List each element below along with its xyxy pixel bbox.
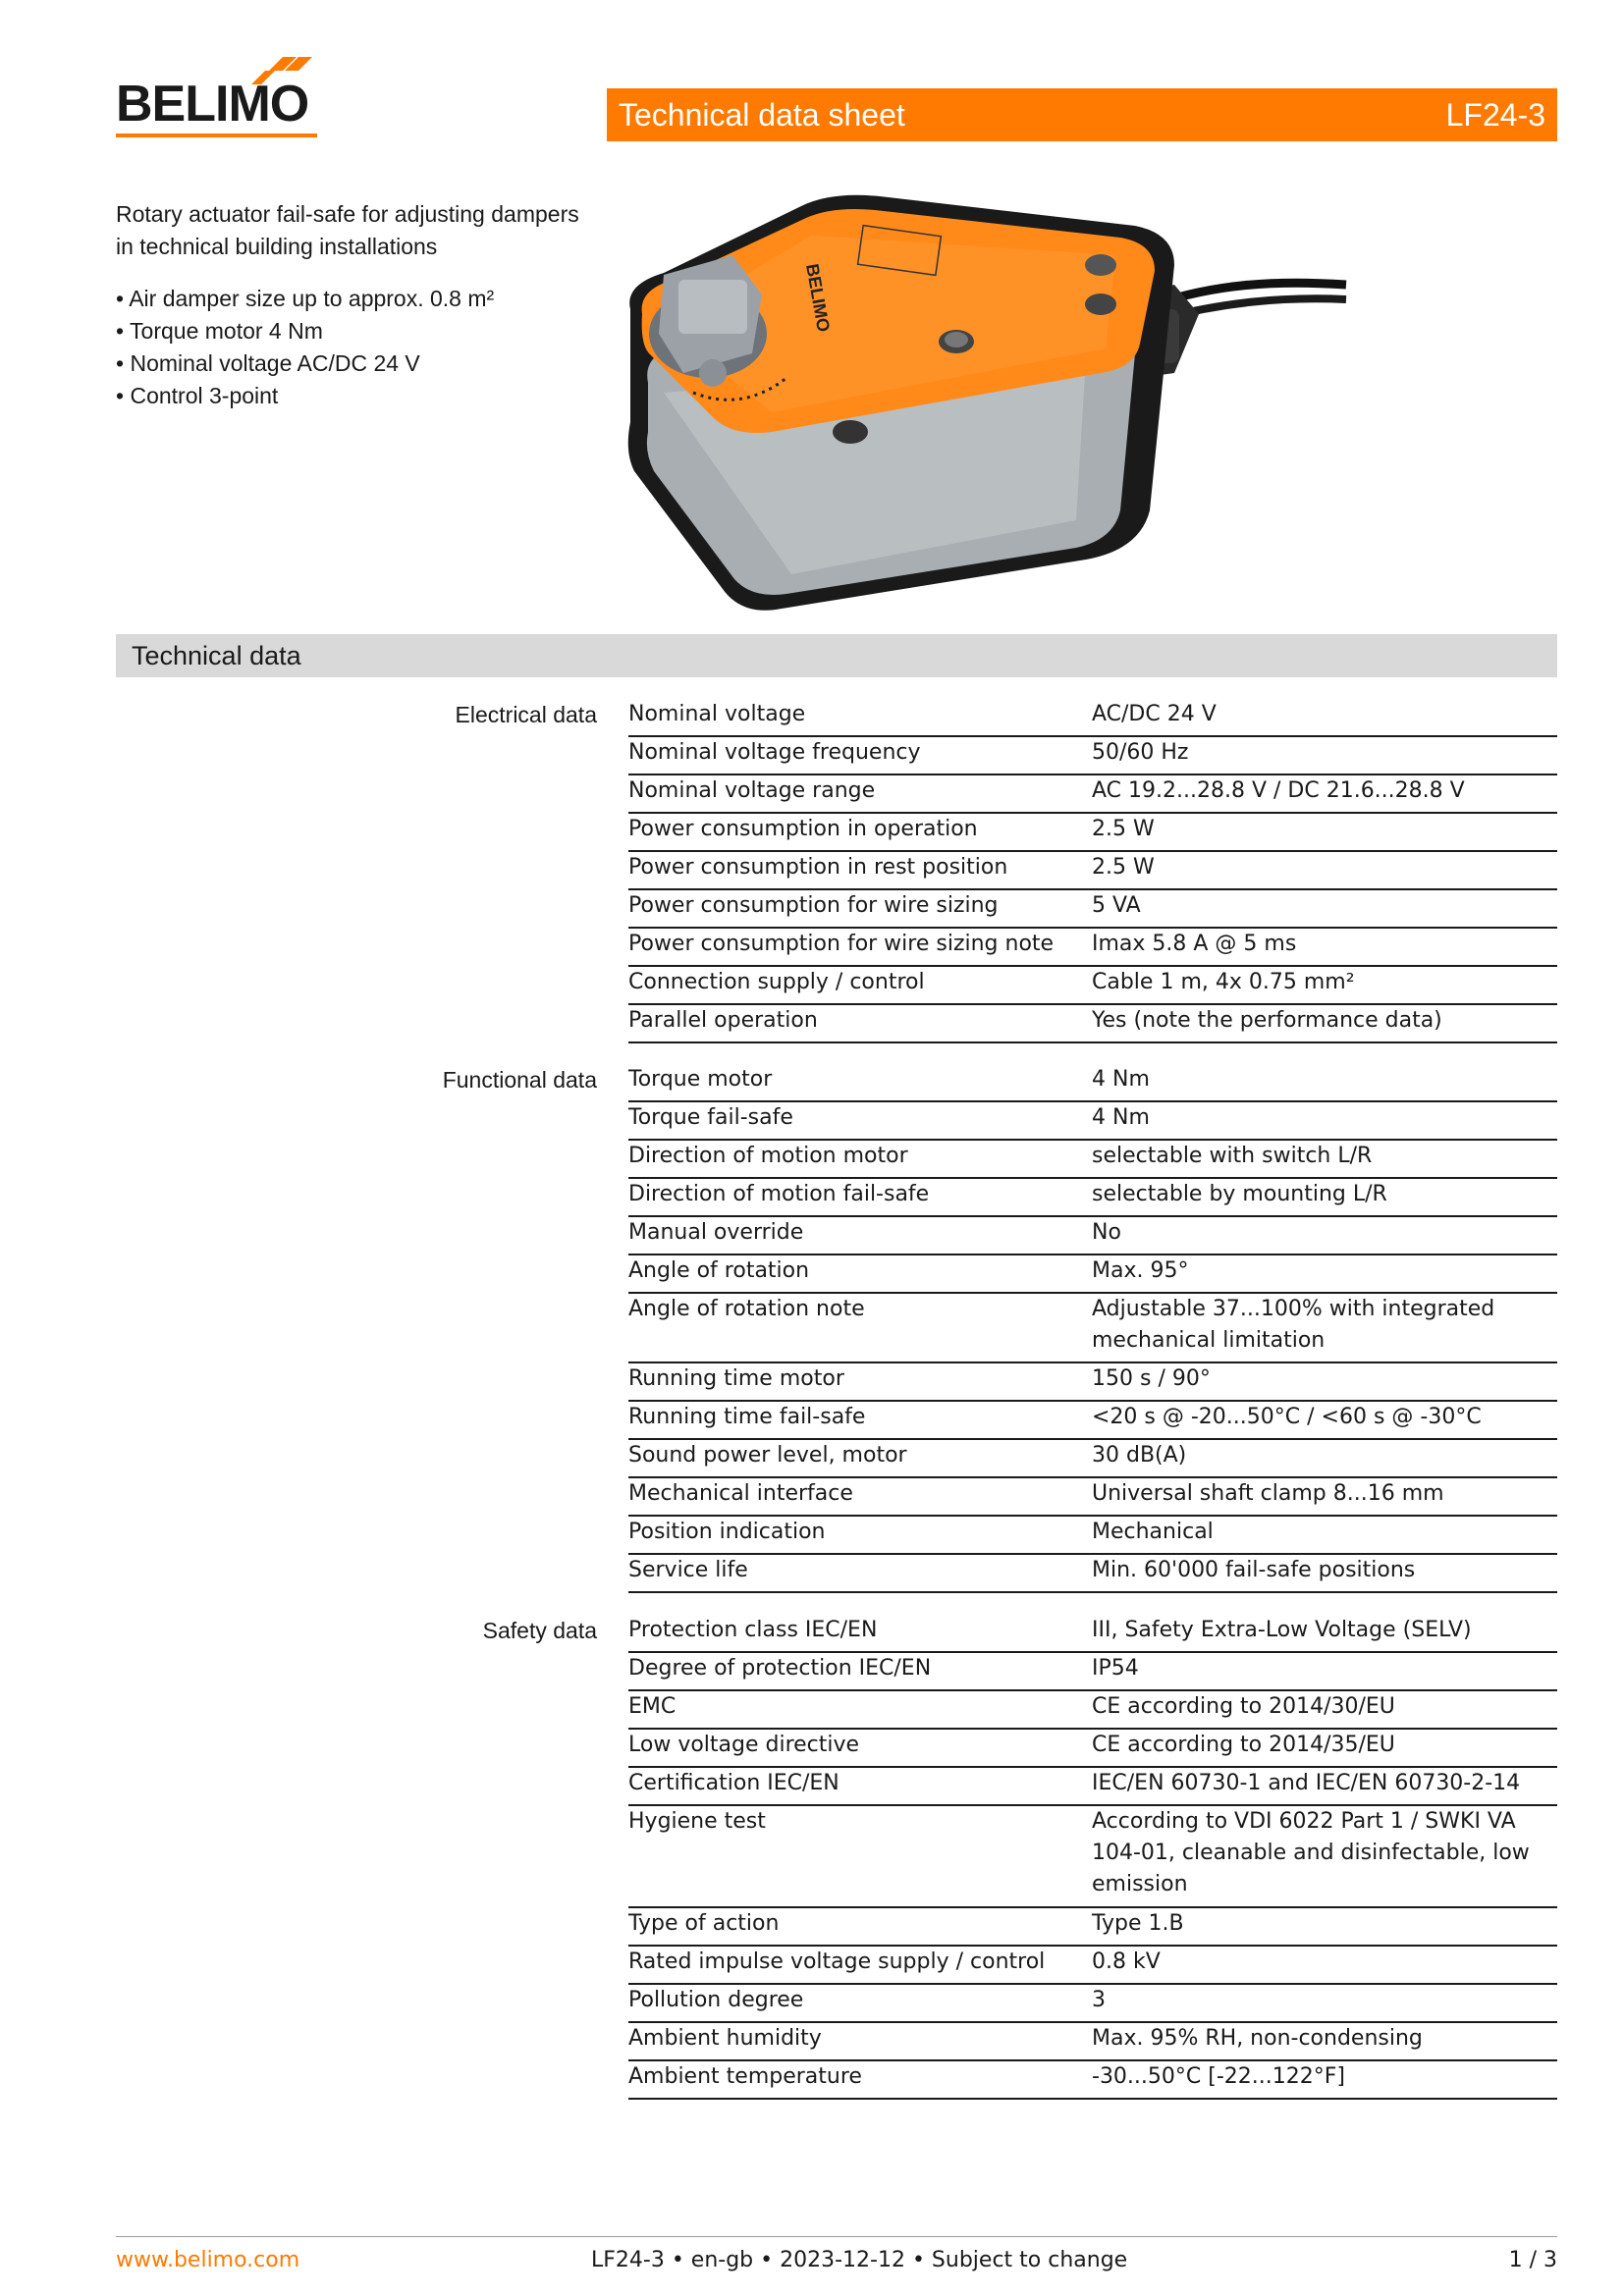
row-key: Ambient temperature — [628, 2064, 862, 2089]
table-row — [628, 775, 1557, 814]
row-value: Cable 1 m, 4x 0.75 mm² — [1092, 970, 1355, 994]
row-value: Max. 95° — [1092, 1258, 1189, 1283]
table-row — [628, 814, 1557, 852]
row-key: Service life — [628, 1558, 748, 1582]
table-row — [628, 1005, 1557, 1043]
row-key: Mechanical interface — [628, 1481, 853, 1506]
row-value: No — [1092, 1220, 1121, 1245]
product-code: LF24-3 — [1445, 97, 1545, 133]
row-value: 50/60 Hz — [1092, 740, 1189, 765]
row-key: Type of action — [628, 1911, 780, 1936]
row-key: Rated impulse voltage supply / control — [628, 1949, 1046, 1974]
data-table — [628, 1064, 1557, 1593]
row-value: According to VDI 6022 Part 1 / SWKI VA 104-01, cleanable and disinfectable, low emission — [1092, 1809, 1530, 1896]
logo-wordmark: BELIMO — [116, 76, 309, 133]
document-title: Technical data sheet — [619, 97, 905, 133]
table-row — [628, 737, 1557, 775]
table-row — [628, 1440, 1557, 1478]
logo-underline — [116, 133, 317, 137]
footer-divider — [116, 2236, 1557, 2237]
feature-item: • Torque motor 4 Nm — [116, 315, 607, 347]
row-key: Nominal voltage — [628, 702, 806, 726]
feature-item: • Air damper size up to approx. 0.8 m² — [116, 283, 607, 315]
feature-item: • Nominal voltage AC/DC 24 V — [116, 347, 607, 380]
row-key: Sound power level, motor — [628, 1443, 907, 1468]
table-row — [628, 1615, 1557, 1653]
row-value: III, Safety Extra-Low Voltage (SELV) — [1092, 1618, 1472, 1642]
belimo-logo — [116, 57, 322, 145]
table-row — [628, 1141, 1557, 1179]
table-row — [628, 852, 1557, 890]
product-intro — [116, 198, 607, 412]
row-value: 30 dB(A) — [1092, 1443, 1187, 1468]
row-value: 2.5 W — [1092, 817, 1155, 841]
table-row — [628, 1064, 1557, 1102]
row-key: Position indication — [628, 1520, 826, 1544]
row-key: Nominal voltage range — [628, 778, 876, 803]
row-key: Running time fail-safe — [628, 1405, 866, 1429]
row-value: AC 19.2...28.8 V / DC 21.6...28.8 V — [1092, 778, 1465, 803]
product-description: Rotary actuator fail-safe for adjusting dampers in technical building installations — [116, 201, 579, 259]
table-row — [628, 1102, 1557, 1141]
row-value: AC/DC 24 V — [1092, 702, 1217, 726]
row-key: Running time motor — [628, 1366, 844, 1391]
table-row — [628, 1730, 1557, 1768]
data-table — [628, 699, 1557, 1043]
table-row — [628, 1402, 1557, 1440]
row-value: Mechanical — [1092, 1520, 1214, 1544]
table-row — [628, 1294, 1557, 1363]
table-row — [628, 1179, 1557, 1217]
header-bar — [607, 88, 1557, 141]
feature-item: • Control 3-point — [116, 380, 607, 412]
group-label: Functional data — [442, 1067, 597, 1093]
row-value: <20 s @ -20...50°C / <60 s @ -30°C — [1092, 1405, 1482, 1429]
row-value: 4 Nm — [1092, 1105, 1150, 1130]
row-value: selectable by mounting L/R — [1092, 1182, 1387, 1206]
row-key: Connection supply / control — [628, 970, 925, 994]
row-value: 3 — [1092, 1988, 1106, 2012]
svg-text:BELIMO: BELIMO — [802, 262, 834, 334]
row-key: Direction of motion motor — [628, 1144, 908, 1168]
row-key: Hygiene test — [628, 1809, 766, 1834]
row-value: Imax 5.8 A @ 5 ms — [1092, 932, 1297, 956]
footer-page-number: 1 / 3 — [1508, 2248, 1557, 2272]
table-row — [628, 1806, 1557, 1908]
row-value: CE according to 2014/30/EU — [1092, 1694, 1395, 1719]
footer-website-link[interactable]: www.belimo.com — [116, 2248, 300, 2272]
table-row — [628, 1363, 1557, 1402]
table-row — [628, 1217, 1557, 1255]
table-row — [628, 967, 1557, 1005]
row-value: 4 Nm — [1092, 1067, 1150, 1092]
feature-list — [116, 283, 607, 412]
row-value: selectable with switch L/R — [1092, 1144, 1373, 1168]
table-row — [628, 1985, 1557, 2023]
row-key: Power consumption for wire sizing note — [628, 932, 1055, 956]
table-row — [628, 890, 1557, 929]
row-value: Yes (note the performance data) — [1092, 1008, 1442, 1033]
row-value: 2.5 W — [1092, 855, 1155, 880]
row-key: Manual override — [628, 1220, 804, 1245]
row-value: Max. 95% RH, non-condensing — [1092, 2026, 1423, 2051]
row-key: Power consumption in rest position — [628, 855, 1008, 880]
table-row — [628, 699, 1557, 737]
row-key: Angle of rotation — [628, 1258, 810, 1283]
row-value: 0.8 kV — [1092, 1949, 1161, 1974]
table-row — [628, 1255, 1557, 1294]
row-key: Direction of motion fail-safe — [628, 1182, 930, 1206]
row-value: Universal shaft clamp 8...16 mm — [1092, 1481, 1444, 1506]
row-key: Nominal voltage frequency — [628, 740, 921, 765]
row-key: Protection class IEC/EN — [628, 1618, 878, 1642]
row-value: Type 1.B — [1092, 1911, 1184, 1936]
section-header-technical-data — [116, 634, 1557, 677]
section-title: Technical data — [132, 641, 301, 670]
row-key: Pollution degree — [628, 1988, 804, 2012]
actuator-product-image — [624, 187, 1351, 628]
data-table — [628, 1615, 1557, 2100]
table-row — [628, 1478, 1557, 1517]
table-row — [628, 1653, 1557, 1691]
row-key: Ambient humidity — [628, 2026, 822, 2051]
row-value: IEC/EN 60730-1 and IEC/EN 60730-2-14 — [1092, 1771, 1521, 1795]
table-row — [628, 2061, 1557, 2100]
footer-document-info: LF24-3 • en-gb • 2023-12-12 • Subject to change — [591, 2248, 1128, 2272]
table-row — [628, 1555, 1557, 1593]
table-row — [628, 1691, 1557, 1730]
row-key: Torque motor — [628, 1067, 773, 1092]
table-row — [628, 929, 1557, 967]
table-row — [628, 2023, 1557, 2061]
row-value: CE according to 2014/35/EU — [1092, 1733, 1395, 1757]
table-row — [628, 1908, 1557, 1947]
row-value: Adjustable 37...100% with integrated mechanical limitation — [1092, 1297, 1495, 1353]
group-label: Electrical data — [455, 702, 597, 727]
group-label: Safety data — [482, 1618, 597, 1643]
row-value: -30...50°C [-22...122°F] — [1092, 2064, 1345, 2089]
table-row — [628, 1768, 1557, 1806]
row-key: EMC — [628, 1694, 677, 1719]
row-key: Degree of protection IEC/EN — [628, 1656, 932, 1681]
row-key: Torque fail-safe — [628, 1105, 793, 1130]
table-row — [628, 1517, 1557, 1555]
row-key: Angle of rotation note — [628, 1297, 865, 1321]
row-value: Min. 60'000 fail-safe positions — [1092, 1558, 1416, 1582]
row-value: 5 VA — [1092, 893, 1141, 918]
row-key: Certification IEC/EN — [628, 1771, 839, 1795]
row-value: 150 s / 90° — [1092, 1366, 1211, 1391]
row-key: Power consumption in operation — [628, 817, 978, 841]
row-key: Low voltage directive — [628, 1733, 860, 1757]
row-key: Parallel operation — [628, 1008, 818, 1033]
row-key: Power consumption for wire sizing — [628, 893, 999, 918]
table-row — [628, 1947, 1557, 1985]
row-value: IP54 — [1092, 1656, 1139, 1681]
